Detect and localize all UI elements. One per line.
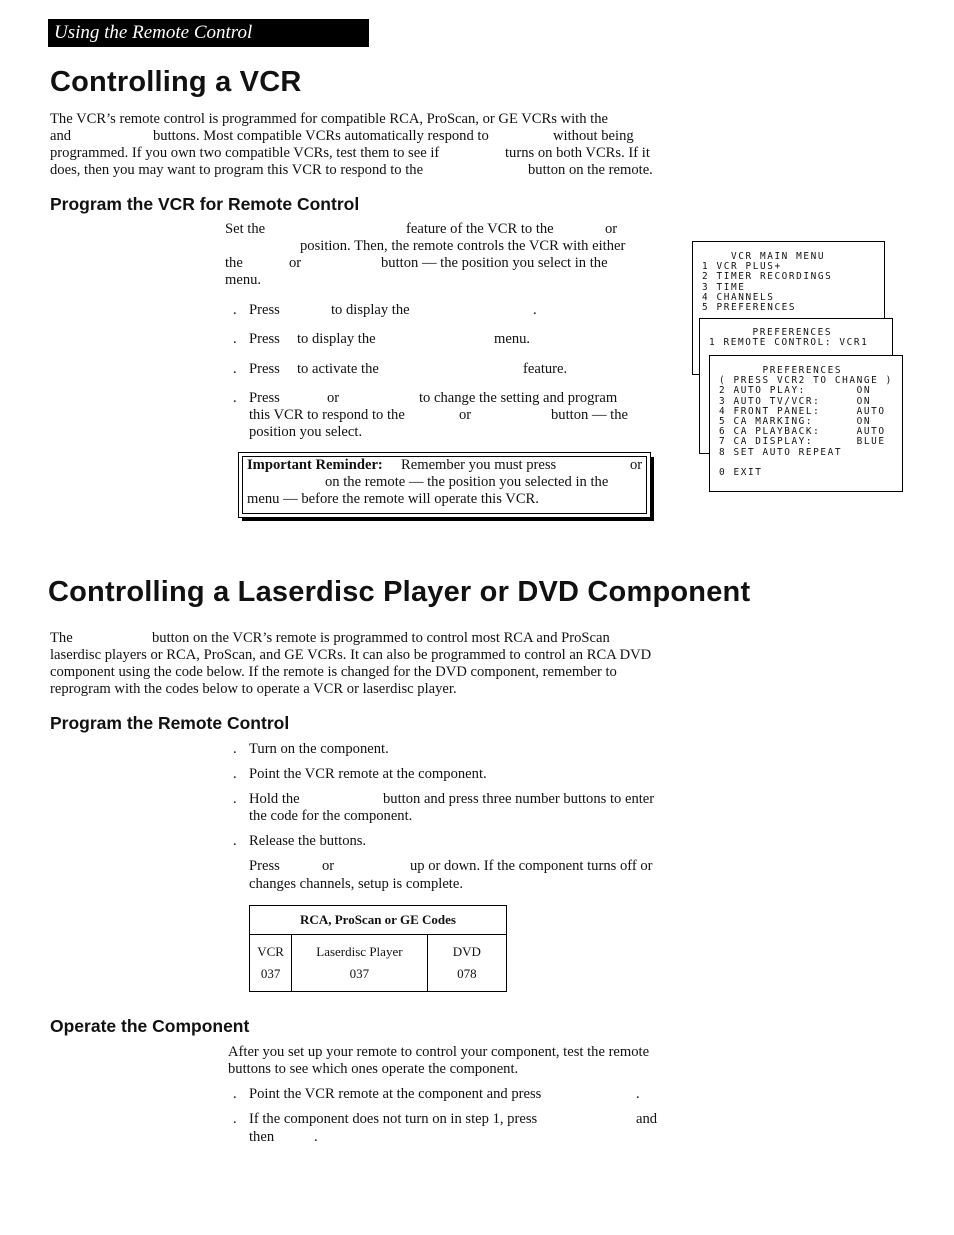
codes-table xyxy=(249,905,507,992)
para-text: menu. xyxy=(225,272,262,288)
program-remote-heading: Program the Remote Control xyxy=(50,713,290,733)
intro-text: component using the code below. If the remote is changed for the DVD component, remember to xyxy=(50,664,617,680)
step-text: to display the xyxy=(331,302,410,318)
operate-component-heading: Operate the Component xyxy=(50,1016,250,1036)
step-text: and xyxy=(636,1111,658,1127)
step-text: Press xyxy=(249,858,280,874)
preferences-screen-2 xyxy=(709,355,903,492)
step-text: Press xyxy=(249,302,280,318)
step-number: . xyxy=(233,1111,237,1127)
step-text: or xyxy=(327,390,340,406)
para-text: After you set up your remote to control your component, test the remote xyxy=(228,1044,650,1060)
step-text: Hold the xyxy=(249,791,300,807)
intro-text: button on the remote. xyxy=(528,162,653,178)
reminder-text: Remember you must press xyxy=(401,457,557,473)
para-text: feature of the VCR to the xyxy=(406,221,554,237)
step-number: . xyxy=(233,791,237,807)
step-text: button and press three number buttons to enter xyxy=(383,791,655,807)
step-text: to activate the xyxy=(297,361,379,377)
intro-text: laserdisc players or RCA, ProScan, and GE VCRs. It can also be programmed to control an RCA DVD xyxy=(50,647,652,663)
step-text: Press xyxy=(249,331,280,347)
step-text: . xyxy=(314,1129,318,1145)
step-text: Release the buttons. xyxy=(249,833,367,849)
intro-text: without being xyxy=(553,128,634,144)
step-text: . xyxy=(533,302,537,318)
step-text: position you select. xyxy=(249,424,363,440)
intro-text: The VCR’s remote control is programmed for compatible RCA, ProScan, or GE VCRs with the xyxy=(50,111,609,127)
step-number: . xyxy=(233,302,237,318)
reminder-text: on the remote — the position you selected in the xyxy=(325,474,609,490)
step-text: Press xyxy=(249,361,280,377)
step-text: up or down. If the component turns off or xyxy=(410,858,653,874)
step-number: . xyxy=(233,390,237,406)
para-text: or xyxy=(605,221,618,237)
step-text: menu. xyxy=(494,331,531,347)
table-row xyxy=(250,935,507,964)
table-header-dvd: DVD xyxy=(427,935,506,964)
reminder-label: Important Reminder: xyxy=(247,457,383,473)
intro-text: button on the VCR’s remote is programmed to control most RCA and ProScan xyxy=(152,630,610,646)
step-text: Press xyxy=(249,390,280,406)
para-text: position. Then, the remote controls the VCR with either xyxy=(300,238,626,254)
program-vcr-heading: Program the VCR for Remote Control xyxy=(50,194,360,214)
codes-table-title: RCA, ProScan or GE Codes xyxy=(250,906,507,935)
section-header-bar xyxy=(48,19,369,47)
intro-text: reprogram with the codes below to operate a VCR or laserdisc player. xyxy=(50,681,457,697)
main-menu-text: VCR MAIN MENU 1 VCR PLUS+ 2 TIMER RECORDINGS 3 TIME 4 CHANNELS 5 PREFERENCES xyxy=(702,251,833,314)
intro-text: programmed. If you own two compatible VCRs, test them to see if xyxy=(50,145,440,161)
step-number: . xyxy=(233,361,237,377)
table-header-vcr: VCR xyxy=(250,935,292,964)
step-number: . xyxy=(233,331,237,347)
table-cell-laserdisc: 037 xyxy=(292,963,428,992)
step-text: feature. xyxy=(523,361,568,377)
intro-text: turns on both VCRs. If it xyxy=(505,145,650,161)
preferences-text-2: PREFERENCES ( PRESS VCR2 TO CHANGE ) 2 AUTO PLAY: ON 3 AUTO TV/VCR: ON 4 FRONT PANEL: AUTO 5 CA MARKING: ON 6 CA PLAYBACK: AUTO 7 CA DISPLAY: BLUE 8 SET AUTO REPEAT 0 EXIT xyxy=(719,365,893,479)
laserdisc-section-title: Controlling a Laserdisc Player or DVD Component xyxy=(48,576,751,608)
intro-text: and xyxy=(50,128,72,144)
intro-text: The xyxy=(50,630,73,646)
table-row xyxy=(250,963,507,992)
para-text: buttons to see which ones operate the component. xyxy=(228,1061,519,1077)
para-text: the xyxy=(225,255,243,271)
reminder-text: or xyxy=(630,457,643,473)
step-text: Point the VCR remote at the component and press xyxy=(249,1086,542,1102)
para-text: Set the xyxy=(225,221,266,237)
preferences-text-1: PREFERENCES 1 REMOTE CONTROL: VCR1 xyxy=(709,327,869,349)
step-number: . xyxy=(233,1086,237,1102)
table-cell-vcr: 037 xyxy=(250,963,292,992)
step-text: changes channels, setup is complete. xyxy=(249,876,463,892)
intro-text: buttons. Most compatible VCRs automatically respond to xyxy=(153,128,489,144)
step-text: to change the setting and program xyxy=(419,390,618,406)
step-text: Turn on the component. xyxy=(249,741,389,757)
step-text: If the component does not turn on in step 1, press xyxy=(249,1111,538,1127)
table-cell-dvd: 078 xyxy=(427,963,506,992)
step-text: or xyxy=(322,858,335,874)
step-text: to display the xyxy=(297,331,376,347)
step-text: Point the VCR remote at the component. xyxy=(249,766,487,782)
step-text: . xyxy=(636,1086,640,1102)
para-text: button — the position you select in the xyxy=(381,255,608,271)
para-text: or xyxy=(289,255,302,271)
vcr-section-title: Controlling a VCR xyxy=(50,66,302,98)
step-text: the code for the component. xyxy=(249,808,413,824)
important-reminder-box xyxy=(238,452,651,518)
intro-text: does, then you may want to program this VCR to respond to the xyxy=(50,162,424,178)
section-label: Using the Remote Control xyxy=(54,22,253,43)
step-text: this VCR to respond to the xyxy=(249,407,405,423)
step-text: button — the xyxy=(551,407,629,423)
step-text: then xyxy=(249,1129,275,1145)
table-header-laserdisc: Laserdisc Player xyxy=(292,935,428,964)
step-number: . xyxy=(233,741,237,757)
step-number: . xyxy=(233,766,237,782)
step-number: . xyxy=(233,833,237,849)
reminder-text: menu — before the remote will operate this VCR. xyxy=(247,491,539,507)
step-text: or xyxy=(459,407,472,423)
